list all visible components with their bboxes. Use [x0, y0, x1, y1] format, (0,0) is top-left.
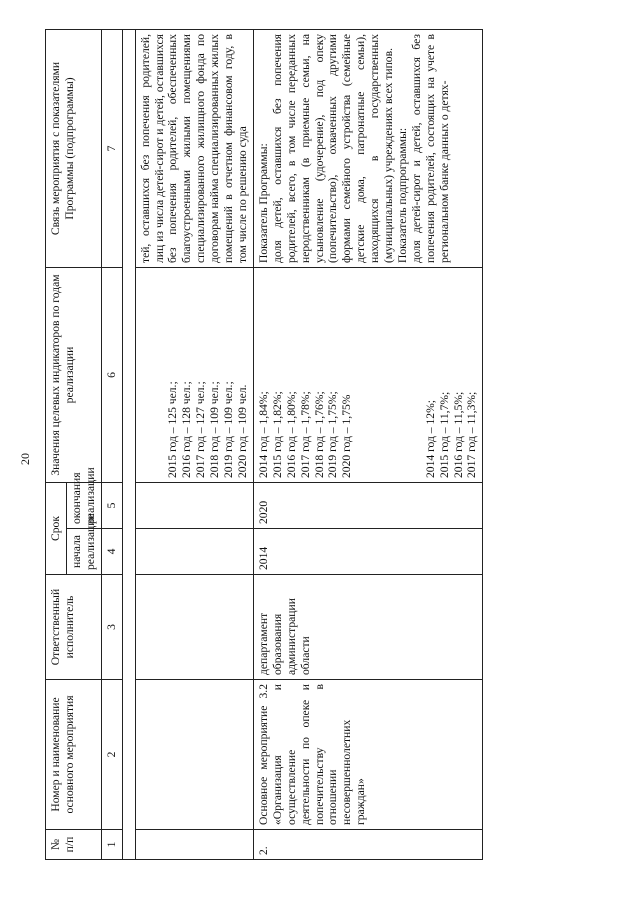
indicator-line: 2019 год – 1,75%;	[326, 391, 340, 478]
page-number: 20	[18, 453, 32, 465]
end-year: 2020	[253, 483, 483, 529]
row-number: 2.	[253, 830, 483, 860]
indicator-line: 2015 год – 11,7%;	[437, 391, 451, 478]
header-end: окончания реализации	[66, 483, 101, 529]
header-link: Связь мероприятия с показателями Программы (подпрограммы)	[46, 30, 102, 268]
table-row-event-3-2	[253, 30, 483, 860]
indicator-line: 2017 год – 127 чел.;	[194, 381, 208, 478]
header-executor: Ответственный исполнитель	[46, 575, 102, 680]
indicator-line: 2016 год – 128 чел.;	[180, 381, 194, 478]
column-number: 5	[101, 483, 122, 529]
column-number-row	[101, 30, 122, 860]
indicator-line: 2018 год – 109 чел.;	[208, 381, 222, 478]
header-row	[46, 30, 67, 860]
header-event-name: Номер и наименование основного мероприятия	[46, 680, 102, 830]
indicator-line: 2020 год – 1,75%	[340, 394, 354, 478]
column-number: 3	[101, 575, 122, 680]
link-title-subprogram: Показатель подпрограммы:	[395, 127, 409, 263]
link-title-program: Показатель Программы:	[256, 143, 270, 263]
header-indicators: Значения целевых индикаторов по годам реализации	[46, 268, 102, 483]
header-start: начала реализации	[66, 529, 101, 575]
indicator-line: 2018 год – 1,76%;	[312, 391, 326, 478]
indicator-list	[135, 268, 253, 483]
header-number: № п/п	[46, 830, 102, 860]
indicator-line: 2017 год – 1,78%;	[298, 391, 312, 478]
start-year: 2014	[253, 529, 483, 575]
link-text-subprogram: доля детей-сирот и детей, оставшихся без попечения родителей, состоящих на учете в региональном банке данных о детях-	[409, 34, 451, 263]
column-number: 6	[101, 268, 122, 483]
indicator-list	[253, 268, 483, 483]
link-text-program: доля детей, оставшихся без попечения родителей, всего, в том числе переданных неродственникам (в приемные семьи, на усыновление (удочерение), под опеку (попечительство), охваченных другими формами семейного устройства (семейные детские дома, патронатные семьи), находящихся в государственных (муниципальных) учреждениях всех типов.	[270, 34, 396, 263]
spacer-row	[122, 30, 135, 860]
column-number: 2	[101, 680, 122, 830]
column-number: 1	[101, 830, 122, 860]
column-number: 7	[101, 30, 122, 268]
link-cell	[253, 30, 483, 268]
table-row-continued	[135, 30, 253, 860]
executor: департамент образования администрации области	[253, 575, 483, 680]
event-name: Основное мероприятие 3.2 «Организация и осуществление деятельности по опеке и попечительству в отношении несовершеннолетних граждан»	[253, 680, 483, 830]
header-term: Срок	[46, 483, 67, 575]
indicator-line: 2019 год – 109 чел.;	[222, 381, 236, 478]
link-text: тей, оставшихся без попечения родителей, лиц из числа детей-сирот и детей, оставшихся без попечения родителей, обеспеченных благоустроенными жилыми помещениями специализированного жилищного фонда по договорам найма специализированных жилых помещений в отчетном финансовом году, в том числе по решению суда	[135, 30, 253, 268]
indicator-line: 2016 год – 1,80%;	[284, 391, 298, 478]
program-table	[45, 29, 483, 860]
indicator-line: 2017 год – 11,3%;	[465, 391, 479, 478]
indicator-line: 2015 год – 125 чел.;	[166, 381, 180, 478]
indicator-line: 2016 год – 11,5%;	[451, 391, 465, 478]
indicator-line: 2015 год – 1,82%;	[270, 391, 284, 478]
indicator-line: 2014 год – 1,84%;	[256, 391, 270, 478]
column-number: 4	[101, 529, 122, 575]
indicator-line: 2020 год – 109 чел.	[235, 384, 249, 478]
indicator-line: 2014 год – 12%;	[423, 400, 437, 478]
